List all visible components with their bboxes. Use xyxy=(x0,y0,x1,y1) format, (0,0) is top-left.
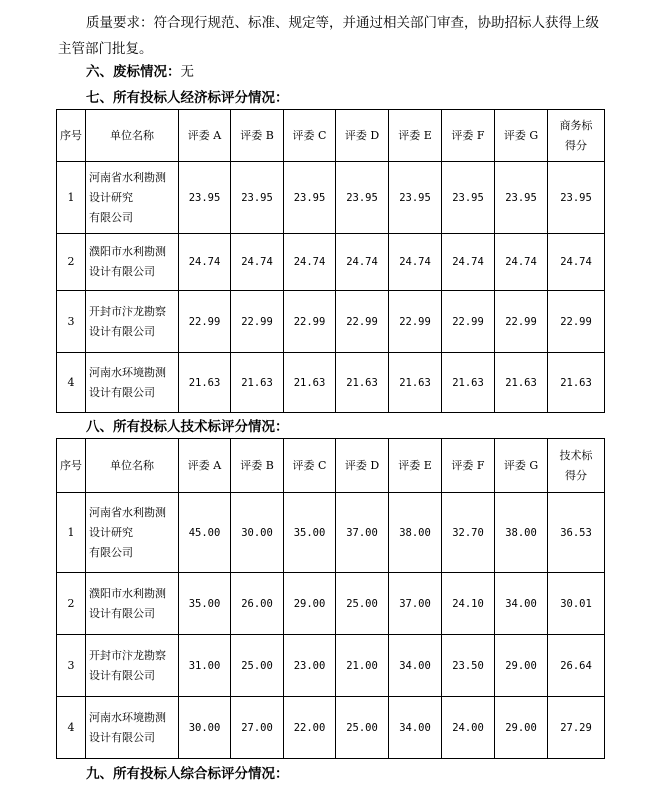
technical-score-table xyxy=(56,438,605,759)
score-judge-a: 45.00 xyxy=(179,493,231,573)
unit-name-line: 设计有限公司 xyxy=(89,730,155,744)
header-unit: 单位名称 xyxy=(86,110,179,162)
score-judge-a: 21.63 xyxy=(179,353,231,413)
score-judge-a: 35.00 xyxy=(179,573,231,635)
score-total: 26.64 xyxy=(548,635,605,697)
header-total-line1: 技术标 xyxy=(559,448,593,462)
header-total-line2: 得分 xyxy=(565,468,587,482)
score-judge-b: 22.99 xyxy=(231,291,284,353)
quality-requirement-paragraph xyxy=(58,10,618,62)
score-total: 30.01 xyxy=(548,573,605,635)
score-total: 27.29 xyxy=(548,697,605,759)
score-judge-e: 22.99 xyxy=(389,291,442,353)
score-judge-a: 31.00 xyxy=(179,635,231,697)
score-judge-c: 24.74 xyxy=(284,234,336,291)
score-total: 21.63 xyxy=(548,353,605,413)
header-judge-c: 评委 C xyxy=(284,439,336,493)
score-judge-c: 22.00 xyxy=(284,697,336,759)
score-total: 22.99 xyxy=(548,291,605,353)
quality-requirement-line2: 主管部门批复。 xyxy=(58,41,153,57)
table-row xyxy=(57,291,605,353)
row-seq: 3 xyxy=(57,291,86,353)
score-judge-g: 22.99 xyxy=(495,291,548,353)
score-judge-e: 38.00 xyxy=(389,493,442,573)
unit-name-line: 有限公司 xyxy=(89,210,133,224)
unit-name-line: 濮阳市水利勘测 xyxy=(89,586,166,600)
header-judge-a: 评委 A xyxy=(179,439,231,493)
score-judge-d: 23.95 xyxy=(336,162,389,234)
row-unit-name xyxy=(86,635,179,697)
score-judge-f: 32.70 xyxy=(442,493,495,573)
score-judge-d: 25.00 xyxy=(336,573,389,635)
quality-requirement-line1 xyxy=(58,10,618,36)
unit-name-line: 设计有限公司 xyxy=(89,668,155,682)
score-judge-g: 24.74 xyxy=(495,234,548,291)
header-judge-d: 评委 D xyxy=(336,110,389,162)
score-judge-a: 24.74 xyxy=(179,234,231,291)
score-judge-g: 21.63 xyxy=(495,353,548,413)
row-seq: 4 xyxy=(57,697,86,759)
section8-heading: 八、所有投标人技术标评分情况： xyxy=(86,419,289,435)
economic-score-table xyxy=(56,109,605,413)
header-total xyxy=(548,110,605,162)
unit-name-line: 河南省水利勘测 xyxy=(89,505,166,519)
row-unit-name xyxy=(86,493,179,573)
score-judge-f: 23.50 xyxy=(442,635,495,697)
score-judge-e: 34.00 xyxy=(389,697,442,759)
row-seq: 4 xyxy=(57,353,86,413)
header-total-line1: 商务标 xyxy=(559,118,593,132)
score-judge-d: 21.00 xyxy=(336,635,389,697)
score-judge-g: 23.95 xyxy=(495,162,548,234)
row-unit-name xyxy=(86,697,179,759)
table-row xyxy=(57,493,605,573)
score-judge-g: 29.00 xyxy=(495,697,548,759)
row-seq: 1 xyxy=(57,162,86,234)
table-header-row xyxy=(57,439,605,493)
section9-heading: 九、所有投标人综合标评分情况： xyxy=(86,766,289,782)
unit-name-line: 有限公司 xyxy=(89,545,133,559)
score-judge-a: 23.95 xyxy=(179,162,231,234)
row-unit-name xyxy=(86,573,179,635)
table-header-row xyxy=(57,110,605,162)
row-seq: 1 xyxy=(57,493,86,573)
score-judge-a: 30.00 xyxy=(179,697,231,759)
score-judge-e: 23.95 xyxy=(389,162,442,234)
row-seq: 3 xyxy=(57,635,86,697)
score-judge-d: 37.00 xyxy=(336,493,389,573)
unit-name-line: 设计研究 xyxy=(89,525,133,539)
table-row xyxy=(57,353,605,413)
header-judge-b: 评委 B xyxy=(231,110,284,162)
score-total: 36.53 xyxy=(548,493,605,573)
score-judge-b: 30.00 xyxy=(231,493,284,573)
header-judge-e: 评委 E xyxy=(389,439,442,493)
score-judge-b: 26.00 xyxy=(231,573,284,635)
score-judge-g: 29.00 xyxy=(495,635,548,697)
score-judge-b: 24.74 xyxy=(231,234,284,291)
row-seq: 2 xyxy=(57,573,86,635)
score-judge-b: 23.95 xyxy=(231,162,284,234)
score-judge-d: 21.63 xyxy=(336,353,389,413)
score-total: 23.95 xyxy=(548,162,605,234)
unit-name-line: 设计有限公司 xyxy=(89,324,155,338)
row-unit-name xyxy=(86,162,179,234)
quality-requirement-text1: 符合现行规范、标准、规定等，并通过相关部门审查，协助招标人获得上级 xyxy=(153,15,599,31)
score-judge-e: 24.74 xyxy=(389,234,442,291)
score-judge-g: 34.00 xyxy=(495,573,548,635)
score-judge-g: 38.00 xyxy=(495,493,548,573)
quality-requirement-label: 质量要求： xyxy=(86,15,154,31)
score-judge-c: 21.63 xyxy=(284,353,336,413)
unit-name-line: 濮阳市水利勘测 xyxy=(89,245,166,258)
section6-title: 六、废标情况： xyxy=(86,64,181,80)
unit-name-line: 设计研究 xyxy=(89,190,133,204)
score-judge-b: 27.00 xyxy=(231,697,284,759)
unit-name-line: 设计有限公司 xyxy=(89,385,155,399)
header-judge-e: 评委 E xyxy=(389,110,442,162)
unit-name-line: 河南省水利勘测 xyxy=(89,170,166,184)
score-judge-e: 37.00 xyxy=(389,573,442,635)
score-judge-a: 22.99 xyxy=(179,291,231,353)
score-judge-f: 23.95 xyxy=(442,162,495,234)
score-total: 24.74 xyxy=(548,234,605,291)
header-judge-d: 评委 D xyxy=(336,439,389,493)
score-judge-f: 21.63 xyxy=(442,353,495,413)
section7-heading: 七、所有投标人经济标评分情况： xyxy=(86,90,289,106)
header-judge-b: 评委 B xyxy=(231,439,284,493)
table-row xyxy=(57,162,605,234)
unit-name-line: 设计有限公司 xyxy=(89,606,155,620)
table-row xyxy=(57,573,605,635)
score-judge-f: 24.10 xyxy=(442,573,495,635)
score-judge-f: 24.74 xyxy=(442,234,495,291)
score-judge-c: 23.95 xyxy=(284,162,336,234)
score-judge-c: 23.00 xyxy=(284,635,336,697)
header-total xyxy=(548,439,605,493)
header-seq: 序号 xyxy=(57,110,86,162)
header-judge-a: 评委 A xyxy=(179,110,231,162)
header-seq: 序号 xyxy=(57,439,86,493)
score-judge-c: 22.99 xyxy=(284,291,336,353)
score-judge-f: 22.99 xyxy=(442,291,495,353)
header-judge-g: 评委 G xyxy=(495,439,548,493)
unit-name-line: 设计有限公司 xyxy=(89,265,155,278)
unit-name-line: 河南水环境勘测 xyxy=(89,710,166,724)
unit-name-line: 河南水环境勘测 xyxy=(89,365,166,379)
section6-heading xyxy=(86,62,194,82)
header-judge-f: 评委 F xyxy=(442,439,495,493)
score-judge-c: 29.00 xyxy=(284,573,336,635)
header-judge-c: 评委 C xyxy=(284,110,336,162)
score-judge-d: 24.74 xyxy=(336,234,389,291)
score-judge-b: 21.63 xyxy=(231,353,284,413)
score-judge-e: 21.63 xyxy=(389,353,442,413)
score-judge-f: 24.00 xyxy=(442,697,495,759)
row-unit-name xyxy=(86,291,179,353)
table-row xyxy=(57,635,605,697)
header-judge-g: 评委 G xyxy=(495,110,548,162)
header-judge-f: 评委 F xyxy=(442,110,495,162)
table-row xyxy=(57,234,605,291)
row-unit-name xyxy=(86,353,179,413)
section6-value: 无 xyxy=(180,64,194,80)
row-unit-name xyxy=(86,234,179,291)
header-unit: 单位名称 xyxy=(86,439,179,493)
score-judge-c: 35.00 xyxy=(284,493,336,573)
score-judge-d: 25.00 xyxy=(336,697,389,759)
row-seq: 2 xyxy=(57,234,86,291)
table-row xyxy=(57,697,605,759)
score-judge-b: 25.00 xyxy=(231,635,284,697)
score-judge-d: 22.99 xyxy=(336,291,389,353)
unit-name-line: 开封市汴龙勘察 xyxy=(89,648,166,662)
unit-name-line: 开封市汴龙勘察 xyxy=(89,304,166,318)
score-judge-e: 34.00 xyxy=(389,635,442,697)
header-total-line2: 得分 xyxy=(565,138,587,152)
